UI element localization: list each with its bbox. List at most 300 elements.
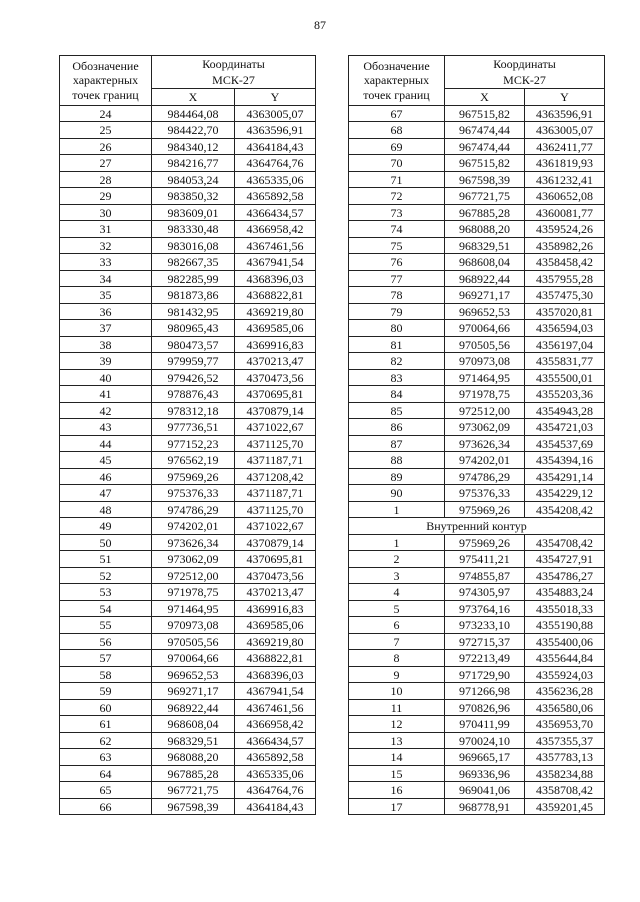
table-row <box>60 666 316 683</box>
x-coordinate-cell: 983330,48 <box>152 221 235 238</box>
x-coordinate-cell: 967474,44 <box>445 122 525 139</box>
y-coordinate-cell: 4368822,81 <box>235 287 316 304</box>
y-coordinate-cell: 4364764,76 <box>235 782 316 799</box>
table-row <box>60 633 316 650</box>
table-row <box>60 155 316 172</box>
table-row <box>349 716 605 733</box>
x-coordinate-cell: 968329,51 <box>152 732 235 749</box>
x-coordinate-cell: 969271,17 <box>152 683 235 700</box>
table-row <box>349 188 605 205</box>
table-row <box>349 138 605 155</box>
x-coordinate-cell: 969041,06 <box>445 782 525 799</box>
table-row <box>60 650 316 667</box>
y-coordinate-cell: 4360081,77 <box>525 204 605 221</box>
y-coordinate-cell: 4354786,27 <box>525 567 605 584</box>
table-row <box>349 204 605 221</box>
table-row <box>349 749 605 766</box>
x-coordinate-cell: 969665,17 <box>445 749 525 766</box>
x-coordinate-cell: 968778,91 <box>445 798 525 815</box>
y-coordinate-cell: 4364764,76 <box>235 155 316 172</box>
x-coordinate-cell: 971729,90 <box>445 666 525 683</box>
y-coordinate-cell: 4354394,16 <box>525 452 605 469</box>
table-row <box>349 501 605 518</box>
x-coordinate-cell: 970973,08 <box>445 353 525 370</box>
y-coordinate-cell: 4368396,03 <box>235 666 316 683</box>
table-row <box>60 320 316 337</box>
coordinates-header: Координаты МСК-27 <box>445 56 605 89</box>
table-row <box>60 716 316 733</box>
table-row <box>60 188 316 205</box>
table-row <box>60 336 316 353</box>
table-row <box>349 485 605 502</box>
y-coordinate-cell: 4363005,07 <box>525 122 605 139</box>
x-coordinate-cell: 970411,99 <box>445 716 525 733</box>
x-coordinate-cell: 970973,08 <box>152 617 235 634</box>
y-coordinate-cell: 4369916,83 <box>235 336 316 353</box>
table-row <box>60 138 316 155</box>
y-coordinate-cell: 4366434,57 <box>235 732 316 749</box>
table-row <box>349 221 605 238</box>
x-coordinate-cell: 968922,44 <box>445 270 525 287</box>
point-number-cell: 38 <box>60 336 152 353</box>
point-number-cell: 77 <box>349 270 445 287</box>
x-coordinate-cell: 979959,77 <box>152 353 235 370</box>
y-coordinate-cell: 4370473,56 <box>235 369 316 386</box>
table-row <box>349 435 605 452</box>
point-number-cell: 65 <box>60 782 152 799</box>
table-row <box>349 600 605 617</box>
point-number-cell: 52 <box>60 567 152 584</box>
x-coordinate-cell: 982285,99 <box>152 270 235 287</box>
y-coordinate-cell: 4371125,70 <box>235 501 316 518</box>
table-row <box>60 402 316 419</box>
x-coordinate-cell: 967515,82 <box>445 155 525 172</box>
table-row <box>349 551 605 568</box>
x-coordinate-cell: 983016,08 <box>152 237 235 254</box>
table-row <box>349 419 605 436</box>
point-number-cell: 29 <box>60 188 152 205</box>
x-coordinate-cell: 984053,24 <box>152 171 235 188</box>
table-row <box>349 468 605 485</box>
y-coordinate-cell: 4371022,67 <box>235 419 316 436</box>
y-coordinate-cell: 4354727,91 <box>525 551 605 568</box>
table-row <box>349 782 605 799</box>
section-row <box>349 518 605 535</box>
y-coordinate-cell: 4357020,81 <box>525 303 605 320</box>
point-number-cell: 25 <box>60 122 152 139</box>
table-row <box>349 650 605 667</box>
x-coordinate-cell: 972512,00 <box>152 567 235 584</box>
point-number-cell: 61 <box>60 716 152 733</box>
x-header: X <box>152 89 235 106</box>
x-coordinate-cell: 972213,49 <box>445 650 525 667</box>
table-row <box>60 435 316 452</box>
point-number-cell: 42 <box>60 402 152 419</box>
y-coordinate-cell: 4355190,88 <box>525 617 605 634</box>
y-coordinate-cell: 4364184,43 <box>235 798 316 815</box>
point-number-cell: 72 <box>349 188 445 205</box>
y-coordinate-cell: 4362411,77 <box>525 138 605 155</box>
x-coordinate-cell: 978312,18 <box>152 402 235 419</box>
table-row <box>349 534 605 551</box>
table-row <box>60 765 316 782</box>
y-coordinate-cell: 4370695,81 <box>235 386 316 403</box>
x-coordinate-cell: 973062,09 <box>445 419 525 436</box>
x-coordinate-cell: 971464,95 <box>152 600 235 617</box>
x-coordinate-cell: 976562,19 <box>152 452 235 469</box>
y-coordinate-cell: 4361819,93 <box>525 155 605 172</box>
y-coordinate-cell: 4354883,24 <box>525 584 605 601</box>
table-row <box>60 221 316 238</box>
point-number-cell: 39 <box>60 353 152 370</box>
y-coordinate-cell: 4355644,84 <box>525 650 605 667</box>
y-coordinate-cell: 4369585,06 <box>235 617 316 634</box>
y-coordinate-cell: 4368396,03 <box>235 270 316 287</box>
x-coordinate-cell: 968608,04 <box>152 716 235 733</box>
y-coordinate-cell: 4354537,69 <box>525 435 605 452</box>
page-number: 87 <box>314 18 326 32</box>
x-coordinate-cell: 975376,33 <box>445 485 525 502</box>
x-coordinate-cell: 972512,00 <box>445 402 525 419</box>
coordinates-header: Координаты МСК-27 <box>152 56 316 89</box>
x-coordinate-cell: 975411,21 <box>445 551 525 568</box>
point-number-cell: 78 <box>349 287 445 304</box>
y-coordinate-cell: 4369219,80 <box>235 633 316 650</box>
x-coordinate-cell: 971978,75 <box>152 584 235 601</box>
point-number-cell: 59 <box>60 683 152 700</box>
table-row <box>60 518 316 535</box>
point-number-cell: 35 <box>60 287 152 304</box>
x-coordinate-cell: 967474,44 <box>445 138 525 155</box>
y-coordinate-cell: 4363596,91 <box>525 105 605 122</box>
point-number-cell: 24 <box>60 105 152 122</box>
point-number-cell: 3 <box>349 567 445 584</box>
point-number-cell: 64 <box>60 765 152 782</box>
y-coordinate-cell: 4355924,03 <box>525 666 605 683</box>
y-coordinate-cell: 4354291,14 <box>525 468 605 485</box>
table-row <box>349 683 605 700</box>
table-row <box>60 782 316 799</box>
x-coordinate-cell: 982667,35 <box>152 254 235 271</box>
x-coordinate-cell: 983850,32 <box>152 188 235 205</box>
point-number-cell: 47 <box>60 485 152 502</box>
table-row <box>60 798 316 815</box>
table-row <box>60 287 316 304</box>
point-number-cell: 1 <box>349 534 445 551</box>
table-row <box>60 600 316 617</box>
designation-header: Обозначение характерных точек границ <box>60 56 152 106</box>
point-number-cell: 26 <box>60 138 152 155</box>
y-coordinate-cell: 4356594,03 <box>525 320 605 337</box>
point-number-cell: 44 <box>60 435 152 452</box>
x-coordinate-cell: 981432,95 <box>152 303 235 320</box>
x-coordinate-cell: 970024,10 <box>445 732 525 749</box>
y-coordinate-cell: 4371187,71 <box>235 452 316 469</box>
table-row <box>349 270 605 287</box>
y-coordinate-cell: 4358234,88 <box>525 765 605 782</box>
x-header: X <box>445 89 525 106</box>
point-number-cell: 82 <box>349 353 445 370</box>
table-row <box>60 567 316 584</box>
table-row <box>60 732 316 749</box>
point-number-cell: 30 <box>60 204 152 221</box>
point-number-cell: 89 <box>349 468 445 485</box>
y-coordinate-cell: 4356580,06 <box>525 699 605 716</box>
point-number-cell: 75 <box>349 237 445 254</box>
point-number-cell: 71 <box>349 171 445 188</box>
x-coordinate-cell: 969336,96 <box>445 765 525 782</box>
point-number-cell: 31 <box>60 221 152 238</box>
y-coordinate-cell: 4358708,42 <box>525 782 605 799</box>
table-row <box>60 485 316 502</box>
x-coordinate-cell: 968329,51 <box>445 237 525 254</box>
table-row <box>349 617 605 634</box>
table-row <box>349 584 605 601</box>
point-number-cell: 88 <box>349 452 445 469</box>
y-coordinate-cell: 4371208,42 <box>235 468 316 485</box>
y-coordinate-cell: 4363005,07 <box>235 105 316 122</box>
table-row <box>60 419 316 436</box>
point-number-cell: 85 <box>349 402 445 419</box>
point-number-cell: 17 <box>349 798 445 815</box>
table-row <box>60 386 316 403</box>
x-coordinate-cell: 972715,37 <box>445 633 525 650</box>
designation-header: Обозначение характерных точек границ <box>349 56 445 106</box>
point-number-cell: 37 <box>60 320 152 337</box>
x-coordinate-cell: 974202,01 <box>445 452 525 469</box>
table-row <box>349 369 605 386</box>
point-number-cell: 74 <box>349 221 445 238</box>
x-coordinate-cell: 980965,43 <box>152 320 235 337</box>
table-row <box>349 633 605 650</box>
point-number-cell: 8 <box>349 650 445 667</box>
x-coordinate-cell: 971978,75 <box>445 386 525 403</box>
y-coordinate-cell: 4356953,70 <box>525 716 605 733</box>
y-coordinate-cell: 4363596,91 <box>235 122 316 139</box>
table-row <box>349 402 605 419</box>
table-row <box>349 336 605 353</box>
table-row <box>349 798 605 815</box>
point-number-cell: 48 <box>60 501 152 518</box>
point-number-cell: 60 <box>60 699 152 716</box>
y-coordinate-cell: 4371187,71 <box>235 485 316 502</box>
point-number-cell: 32 <box>60 237 152 254</box>
table-row <box>60 369 316 386</box>
point-number-cell: 51 <box>60 551 152 568</box>
y-coordinate-cell: 4366958,42 <box>235 221 316 238</box>
point-number-cell: 12 <box>349 716 445 733</box>
point-number-cell: 90 <box>349 485 445 502</box>
point-number-cell: 15 <box>349 765 445 782</box>
point-number-cell: 57 <box>60 650 152 667</box>
table-row <box>349 732 605 749</box>
table-row <box>60 683 316 700</box>
x-coordinate-cell: 984340,12 <box>152 138 235 155</box>
y-coordinate-cell: 4369219,80 <box>235 303 316 320</box>
y-coordinate-cell: 4369585,06 <box>235 320 316 337</box>
y-coordinate-cell: 4354208,42 <box>525 501 605 518</box>
y-coordinate-cell: 4360652,08 <box>525 188 605 205</box>
y-coordinate-cell: 4358982,26 <box>525 237 605 254</box>
x-coordinate-cell: 974305,97 <box>445 584 525 601</box>
x-coordinate-cell: 968922,44 <box>152 699 235 716</box>
y-coordinate-cell: 4357355,37 <box>525 732 605 749</box>
y-coordinate-cell: 4367461,56 <box>235 237 316 254</box>
table-row <box>60 353 316 370</box>
x-coordinate-cell: 978876,43 <box>152 386 235 403</box>
x-coordinate-cell: 969652,53 <box>445 303 525 320</box>
point-number-cell: 5 <box>349 600 445 617</box>
x-coordinate-cell: 971464,95 <box>445 369 525 386</box>
x-coordinate-cell: 973626,34 <box>152 534 235 551</box>
x-coordinate-cell: 971266,98 <box>445 683 525 700</box>
point-number-cell: 62 <box>60 732 152 749</box>
table-row <box>60 699 316 716</box>
y-coordinate-cell: 4354943,28 <box>525 402 605 419</box>
table-row <box>60 105 316 122</box>
table-row <box>60 501 316 518</box>
point-number-cell: 55 <box>60 617 152 634</box>
x-coordinate-cell: 967515,82 <box>445 105 525 122</box>
x-coordinate-cell: 975969,26 <box>445 501 525 518</box>
y-coordinate-cell: 4367941,54 <box>235 254 316 271</box>
y-coordinate-cell: 4355400,06 <box>525 633 605 650</box>
point-number-cell: 16 <box>349 782 445 799</box>
y-coordinate-cell: 4365892,58 <box>235 188 316 205</box>
x-coordinate-cell: 984216,77 <box>152 155 235 172</box>
table-row <box>60 303 316 320</box>
point-number-cell: 84 <box>349 386 445 403</box>
point-number-cell: 10 <box>349 683 445 700</box>
x-coordinate-cell: 969271,17 <box>445 287 525 304</box>
inner-contour-title: Внутренний контур <box>349 518 605 535</box>
point-number-cell: 14 <box>349 749 445 766</box>
x-coordinate-cell: 975376,33 <box>152 485 235 502</box>
x-coordinate-cell: 969652,53 <box>152 666 235 683</box>
y-coordinate-cell: 4354708,42 <box>525 534 605 551</box>
y-coordinate-cell: 4366434,57 <box>235 204 316 221</box>
x-coordinate-cell: 970505,56 <box>152 633 235 650</box>
y-coordinate-cell: 4355018,33 <box>525 600 605 617</box>
x-coordinate-cell: 977736,51 <box>152 419 235 436</box>
x-coordinate-cell: 970826,96 <box>445 699 525 716</box>
point-number-cell: 11 <box>349 699 445 716</box>
y-header: Y <box>235 89 316 106</box>
y-coordinate-cell: 4365892,58 <box>235 749 316 766</box>
x-coordinate-cell: 974786,29 <box>152 501 235 518</box>
table-row <box>60 204 316 221</box>
point-number-cell: 81 <box>349 336 445 353</box>
table-row <box>60 551 316 568</box>
y-coordinate-cell: 4370879,14 <box>235 534 316 551</box>
point-number-cell: 69 <box>349 138 445 155</box>
x-coordinate-cell: 968088,20 <box>152 749 235 766</box>
y-coordinate-cell: 4356197,04 <box>525 336 605 353</box>
x-coordinate-cell: 968608,04 <box>445 254 525 271</box>
y-coordinate-cell: 4370695,81 <box>235 551 316 568</box>
point-number-cell: 53 <box>60 584 152 601</box>
point-number-cell: 43 <box>60 419 152 436</box>
x-coordinate-cell: 970505,56 <box>445 336 525 353</box>
coordinates-table-right <box>348 55 605 815</box>
point-number-cell: 4 <box>349 584 445 601</box>
point-number-cell: 9 <box>349 666 445 683</box>
x-coordinate-cell: 967598,39 <box>445 171 525 188</box>
x-coordinate-cell: 973233,10 <box>445 617 525 634</box>
table-row <box>349 666 605 683</box>
point-number-cell: 73 <box>349 204 445 221</box>
point-number-cell: 67 <box>349 105 445 122</box>
table-row <box>60 452 316 469</box>
point-number-cell: 33 <box>60 254 152 271</box>
point-number-cell: 54 <box>60 600 152 617</box>
table-row <box>349 105 605 122</box>
table-row <box>349 303 605 320</box>
table-row <box>60 617 316 634</box>
table-row <box>349 155 605 172</box>
point-number-cell: 36 <box>60 303 152 320</box>
point-number-cell: 56 <box>60 633 152 650</box>
table-row <box>60 468 316 485</box>
x-coordinate-cell: 984422,70 <box>152 122 235 139</box>
y-coordinate-cell: 4367941,54 <box>235 683 316 700</box>
x-coordinate-cell: 975969,26 <box>445 534 525 551</box>
x-coordinate-cell: 984464,08 <box>152 105 235 122</box>
point-number-cell: 46 <box>60 468 152 485</box>
point-number-cell: 49 <box>60 518 152 535</box>
x-coordinate-cell: 967721,75 <box>445 188 525 205</box>
point-number-cell: 63 <box>60 749 152 766</box>
table-row <box>60 584 316 601</box>
y-coordinate-cell: 4365335,06 <box>235 765 316 782</box>
x-coordinate-cell: 980473,57 <box>152 336 235 353</box>
y-coordinate-cell: 4370213,47 <box>235 584 316 601</box>
point-number-cell: 6 <box>349 617 445 634</box>
x-coordinate-cell: 974855,87 <box>445 567 525 584</box>
y-coordinate-cell: 4359524,26 <box>525 221 605 238</box>
y-coordinate-cell: 4359201,45 <box>525 798 605 815</box>
y-coordinate-cell: 4355831,77 <box>525 353 605 370</box>
table-row <box>60 237 316 254</box>
x-coordinate-cell: 973626,34 <box>445 435 525 452</box>
table-row <box>349 320 605 337</box>
y-header: Y <box>525 89 605 106</box>
y-coordinate-cell: 4357955,28 <box>525 270 605 287</box>
point-number-cell: 86 <box>349 419 445 436</box>
table-row <box>60 749 316 766</box>
table-row <box>349 386 605 403</box>
table-row <box>349 567 605 584</box>
table-row <box>349 452 605 469</box>
point-number-cell: 34 <box>60 270 152 287</box>
point-number-cell: 70 <box>349 155 445 172</box>
y-coordinate-cell: 4368822,81 <box>235 650 316 667</box>
x-coordinate-cell: 967598,39 <box>152 798 235 815</box>
point-number-cell: 58 <box>60 666 152 683</box>
y-coordinate-cell: 4354721,03 <box>525 419 605 436</box>
point-number-cell: 28 <box>60 171 152 188</box>
point-number-cell: 2 <box>349 551 445 568</box>
y-coordinate-cell: 4371125,70 <box>235 435 316 452</box>
x-coordinate-cell: 977152,23 <box>152 435 235 452</box>
x-coordinate-cell: 967885,28 <box>445 204 525 221</box>
table-row <box>349 765 605 782</box>
point-number-cell: 76 <box>349 254 445 271</box>
y-coordinate-cell: 4371022,67 <box>235 518 316 535</box>
x-coordinate-cell: 981873,86 <box>152 287 235 304</box>
coordinates-table-left <box>59 55 316 815</box>
y-coordinate-cell: 4361232,41 <box>525 171 605 188</box>
